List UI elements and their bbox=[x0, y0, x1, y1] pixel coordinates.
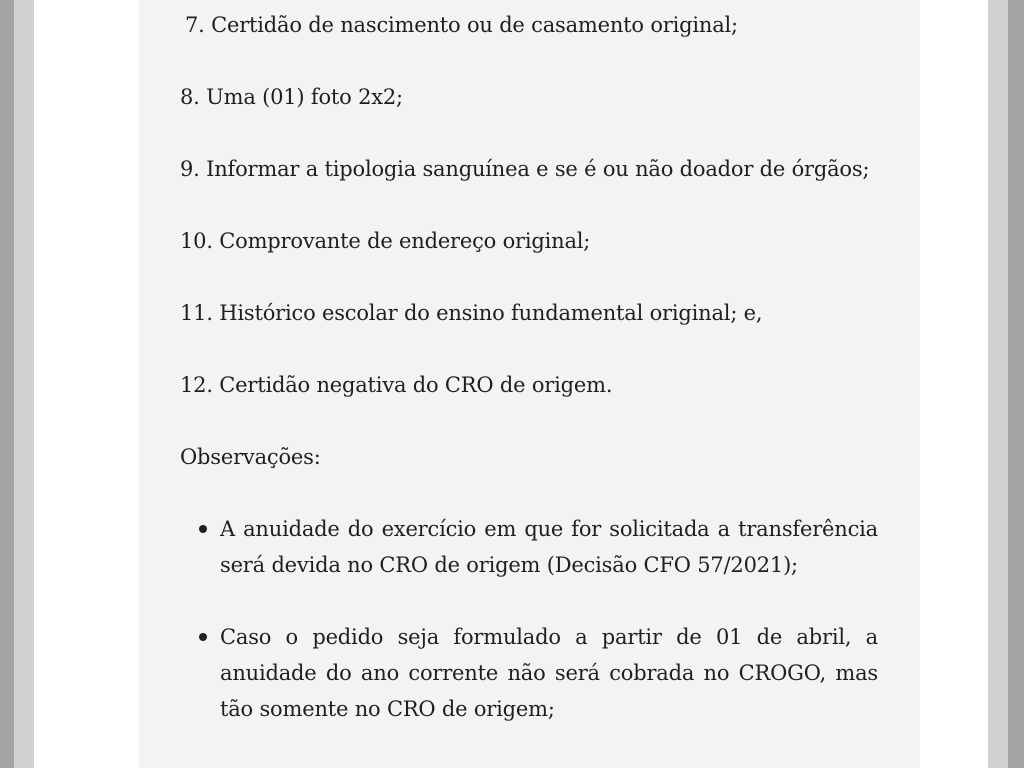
right-scroll-rail bbox=[988, 0, 1008, 768]
list-item-9: 9. Informar a tipologia sanguínea e se é ou não doador de órgãos; bbox=[180, 157, 870, 181]
list-item-11: 11. Histórico escolar do ensino fundamental original; e, bbox=[180, 301, 763, 325]
list-item-12: 12. Certidão negativa do CRO de origem. bbox=[180, 373, 613, 397]
list-item-10: 10. Comprovante de endereço original; bbox=[180, 229, 591, 253]
observations-heading: Observações: bbox=[180, 445, 321, 469]
observation-item-annual-fee bbox=[180, 511, 878, 583]
left-scroll-rail bbox=[14, 0, 34, 768]
document-page bbox=[34, 0, 988, 768]
observations-list bbox=[180, 511, 878, 727]
bullet-dot-icon bbox=[199, 525, 207, 533]
observation-text: Caso o pedido seja formulado a partir de 01 de abril, a anuidade do ano corrente não será cobrada no CROGO, mas tão somente no CRO de origem; bbox=[220, 625, 878, 721]
list-item-7: 7. Certidão de nascimento ou de casamento original; bbox=[185, 13, 738, 37]
observation-text: A anuidade do exercício em que for solicitada a transferência será devida no CRO de origem (Decisão CFO 57/2021); bbox=[220, 517, 878, 577]
bullet-dot-icon bbox=[199, 633, 207, 641]
list-item-8: 8. Uma (01) foto 2x2; bbox=[180, 85, 403, 109]
requirements-content-box bbox=[139, 0, 920, 768]
observation-item-april-request bbox=[180, 619, 878, 727]
